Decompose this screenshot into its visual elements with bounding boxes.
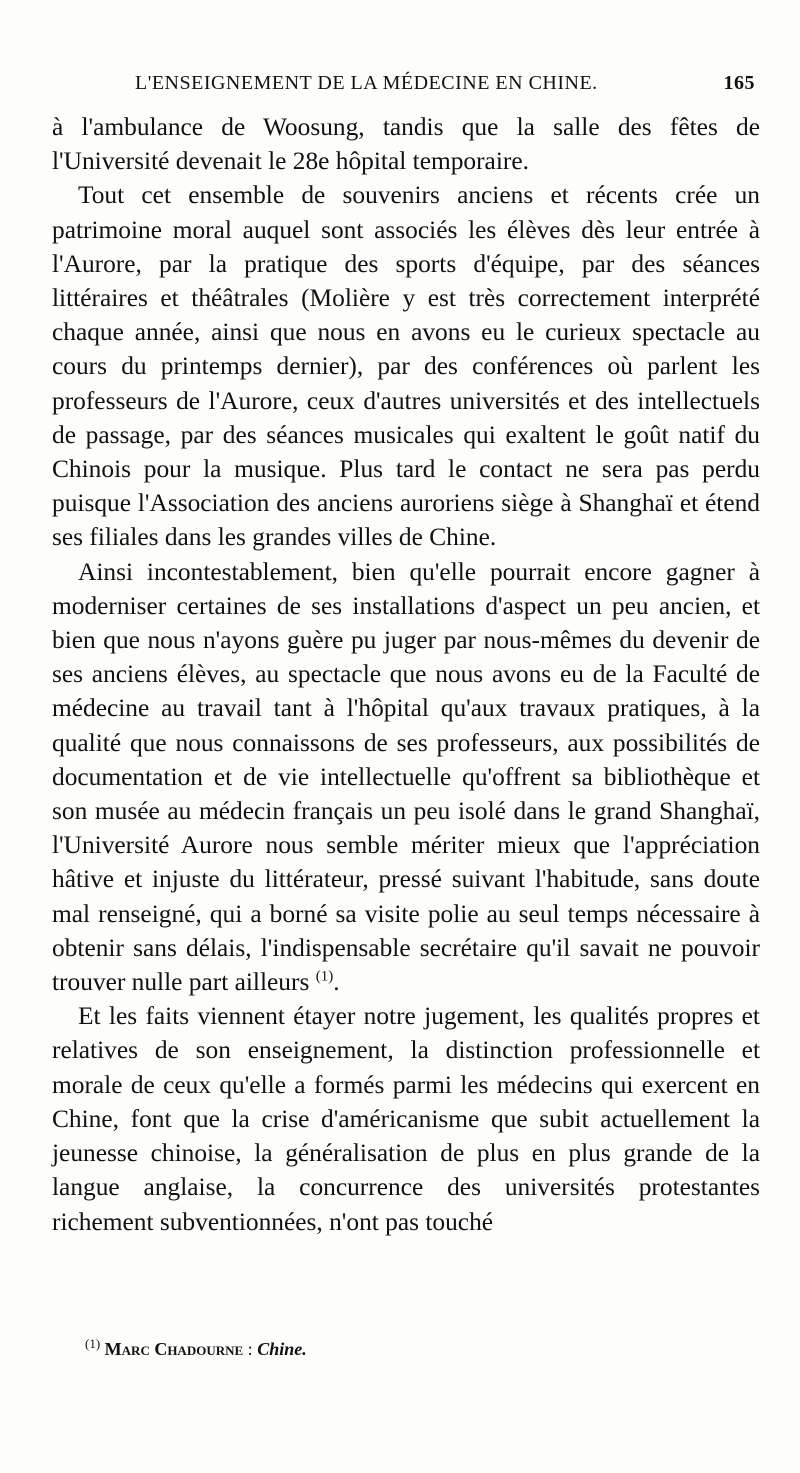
paragraph-text: Ainsi incontestablement, bien qu'elle pourrait encore gagner à moderniser certaines de ses installations d'aspect un peu ancien, et bien que nous n'ayons guère pu juger par nous-mêmes du devenir de ses anciens élèves, au spectacle que nous avons eu de la Faculté de médecine au travail tant à l'hôpital qu'aux travaux pratiques, à la qualité que nous connaissons de ses professeurs, aux possibilités de documentation et de vie intellectuelle qu'offrent sa bibliothèque et son musée au médecin français un peu isolé dans le grand Shanghaï, l'Université Aurore nous semble mériter mieux que l'appréciation hâtive et injuste du littérateur, pressé suivant l'habitude, sans doute mal renseigné, qui a borné sa visite polie au seul temps nécessaire à obtenir sans délais, l'indispensable secrétaire qu'il savait ne pouvoir trouver nulle part ailleurs	[52, 557, 760, 997]
paragraph	[52, 555, 760, 1000]
paragraph-end-punct: .	[333, 968, 340, 997]
footnote	[85, 1336, 307, 1360]
paragraph: Et les faits viennent étayer notre jugement, les qualités propres et relatives de son enseignement, la distinction professionnelle et morale de ceux qu'elle a formés parmi les médecins qui exercent en Chine, font que la crise d'américanisme que subit actuellement la jeunesse chinoise, la généralisation de plus en plus grande de la langue anglaise, la concurrence des universités protestantes richement subventionnées, n'ont pas touché	[52, 1002, 760, 1236]
footnote-author: Marc Chadourne	[104, 1339, 244, 1359]
running-title: L'ENSEIGNEMENT DE LA MÉDECINE EN CHINE.	[135, 72, 598, 94]
paragraph: Tout cet ensemble de souvenirs anciens et récents crée un patrimoine moral auquel sont associés les élèves dès leur entrée à l'Aurore, par la pratique des sports d'équipe, par des séances littéraires et théâtrales (Molière y est très correctement interprété chaque année, ainsi que nous en avons eu le curieux spectacle au cours du printemps dernier), par des conférences où parlent les professeurs de l'Aurore, ceux d'autres universités et des intellectuels de passage, par des séances musicales qui exaltent le goût natif du Chinois pour la musique. Plus tard le contact ne sera pas perdu puisque l'Association des anciens auroriens siège à Shanghaï et étend ses filiales dans les grandes villes de Chine.	[52, 181, 760, 552]
footnote-separator: :	[243, 1339, 258, 1359]
paragraph: à l'ambulance de Woosung, tandis que la salle des fêtes de l'Université devenait le 28e hôpital temporaire.	[52, 113, 760, 176]
page-number: 165	[723, 72, 755, 94]
footnote-number: (1)	[85, 1336, 101, 1351]
footnote-reference[interactable]: (1)	[315, 968, 334, 985]
footnote-work: Chine.	[257, 1339, 307, 1359]
body-text	[52, 110, 760, 1239]
